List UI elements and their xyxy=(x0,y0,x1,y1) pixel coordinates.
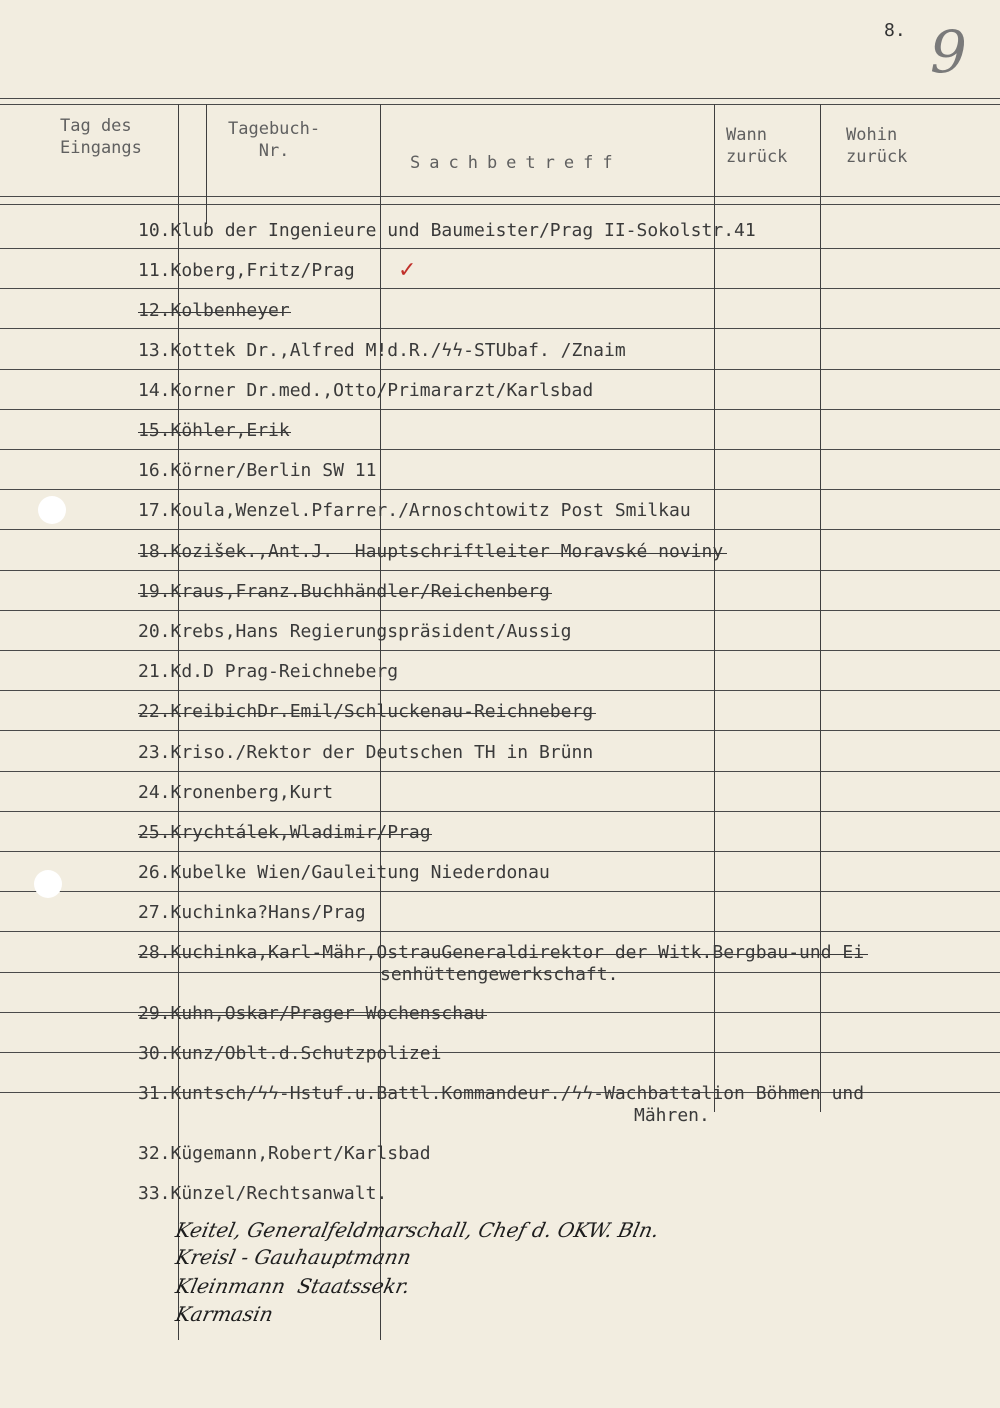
row-rule xyxy=(0,328,1000,329)
row-rule xyxy=(0,931,1000,932)
row-rule xyxy=(0,811,1000,812)
punch-hole-upper xyxy=(38,496,66,524)
entry-row: 11.Koberg,Fritz/Prag xyxy=(138,260,355,281)
entry-row: 17.Koula,Wenzel.Pfarrer./Arnoschtowitz Post Smilkau xyxy=(138,500,691,521)
entry-row: 33.Künzel/Rechtsanwalt. xyxy=(138,1183,388,1204)
entry-row: 13.Kottek Dr.,Alfred M!d.R./ϟϟ-STUbaf. /Znaim xyxy=(138,340,626,361)
row-rule xyxy=(0,248,1000,249)
entry-row: 30.Kunz/Oblt.d.Schutzpolizei xyxy=(138,1043,442,1064)
handwritten-line-2: Kreisl - Gauhauptmann xyxy=(173,1245,414,1269)
strikethrough-line xyxy=(138,834,432,835)
entry-row: 32.Kügemann,Robert/Karlsbad xyxy=(138,1143,431,1164)
strikethrough-line xyxy=(138,1015,487,1016)
entry-31-continuation: Mähren. xyxy=(634,1105,710,1126)
entry-row: 18.Kozišek.,Ant.J. Hauptschriftleiter Moravské noviny xyxy=(138,541,724,562)
entry-row: 10.Klub der Ingenieure und Baumeister/Prag II-Sokolstr.41 xyxy=(138,220,756,241)
strikethrough-line xyxy=(138,312,291,313)
entry-row: 20.Krebs,Hans Regierungspräsident/Aussig xyxy=(138,621,572,642)
entry-row: 28.Kuchinka,Karl-Mähr,OstrauGeneraldirektor der Witk.Bergbau-und Ei xyxy=(138,942,865,963)
handwritten-line-4: Karmasin xyxy=(173,1302,276,1326)
red-check-icon: ✓ xyxy=(398,258,417,283)
handwritten-line-3: Kleinmann Staatssekr. xyxy=(173,1274,413,1298)
header-wann-zurueck: Wann zurück xyxy=(726,125,788,167)
pencil-folio-number: 9 xyxy=(930,18,967,86)
strikethrough-line xyxy=(138,713,596,714)
entry-row: 26.Kubelke Wien/Gauleitung Niederdonau xyxy=(138,862,550,883)
entry-row: 12.Kolbenheyer xyxy=(138,300,290,321)
entry-row: 31.Kuntsch/ϟϟ-Hstuf.u.Battl.Kommandeur./ϟϟ-Wachbattalion Böhmen und xyxy=(138,1083,865,1104)
entry-row: 25.Krychtálek,Wladimir/Prag xyxy=(138,822,431,843)
entry-row: 22.KreibichDr.Emil/Schluckenau-Reichneberg xyxy=(138,701,594,722)
entry-row: 24.Kronenberg,Kurt xyxy=(138,782,334,803)
strikethrough-line xyxy=(138,432,291,433)
header-rule-bottom xyxy=(0,196,1000,197)
row-rule xyxy=(0,650,1000,651)
strikethrough-line xyxy=(138,954,868,955)
row-rule xyxy=(0,409,1000,410)
header-wohin-zurueck: Wohin zurück xyxy=(846,125,908,167)
row-rule xyxy=(0,730,1000,731)
row-rule xyxy=(0,288,1000,289)
row-rule xyxy=(0,690,1000,691)
entry-row: 27.Kuchinka?Hans/Prag xyxy=(138,902,366,923)
header-rule-top-2 xyxy=(0,104,1000,105)
row-rule xyxy=(0,529,1000,530)
entry-row: 16.Körner/Berlin SW 11 xyxy=(138,460,377,481)
entry-row: 19.Kraus,Franz.Buchhändler/Reichenberg xyxy=(138,581,550,602)
punch-hole-lower xyxy=(34,870,62,898)
row-rule xyxy=(0,489,1000,490)
entry-row: 21.Kd.D Prag-Reichneberg xyxy=(138,661,399,682)
header-sachbetreff: Sachbetreff xyxy=(410,153,622,173)
entry-row: 29.Kuhn,Oskar/Prager Wochenschau xyxy=(138,1003,485,1024)
entry-row: 14.Korner Dr.med.,Otto/Primararzt/Karlsbad xyxy=(138,380,594,401)
row-rule xyxy=(0,610,1000,611)
entry-28-continuation: senhüttengewerkschaft. xyxy=(380,964,619,985)
row-rule xyxy=(0,449,1000,450)
entry-row: 15.Köhler,Erik xyxy=(138,420,290,441)
row-rule xyxy=(0,891,1000,892)
entry-row: 23.Kriso./Rektor der Deutschen TH in Brünn xyxy=(138,742,594,763)
header-tagebuch-nr: Tagebuch- Nr. xyxy=(228,119,321,161)
row-rule xyxy=(0,369,1000,370)
row-rule xyxy=(0,851,1000,852)
row-rule xyxy=(0,570,1000,571)
strikethrough-line xyxy=(138,593,552,594)
column-rule xyxy=(206,104,207,224)
handwritten-line-1: Keitel, Generalfeldmarschall, Chef d. OKW. Bln. xyxy=(173,1218,662,1242)
header-rule-top xyxy=(0,98,1000,99)
page-number: 8. xyxy=(884,20,906,41)
header-tag-des-eingangs: Tag des Eingangs xyxy=(60,116,142,158)
strikethrough-line xyxy=(138,553,727,554)
header-rule-bottom-2 xyxy=(0,204,1000,205)
row-rule xyxy=(0,771,1000,772)
